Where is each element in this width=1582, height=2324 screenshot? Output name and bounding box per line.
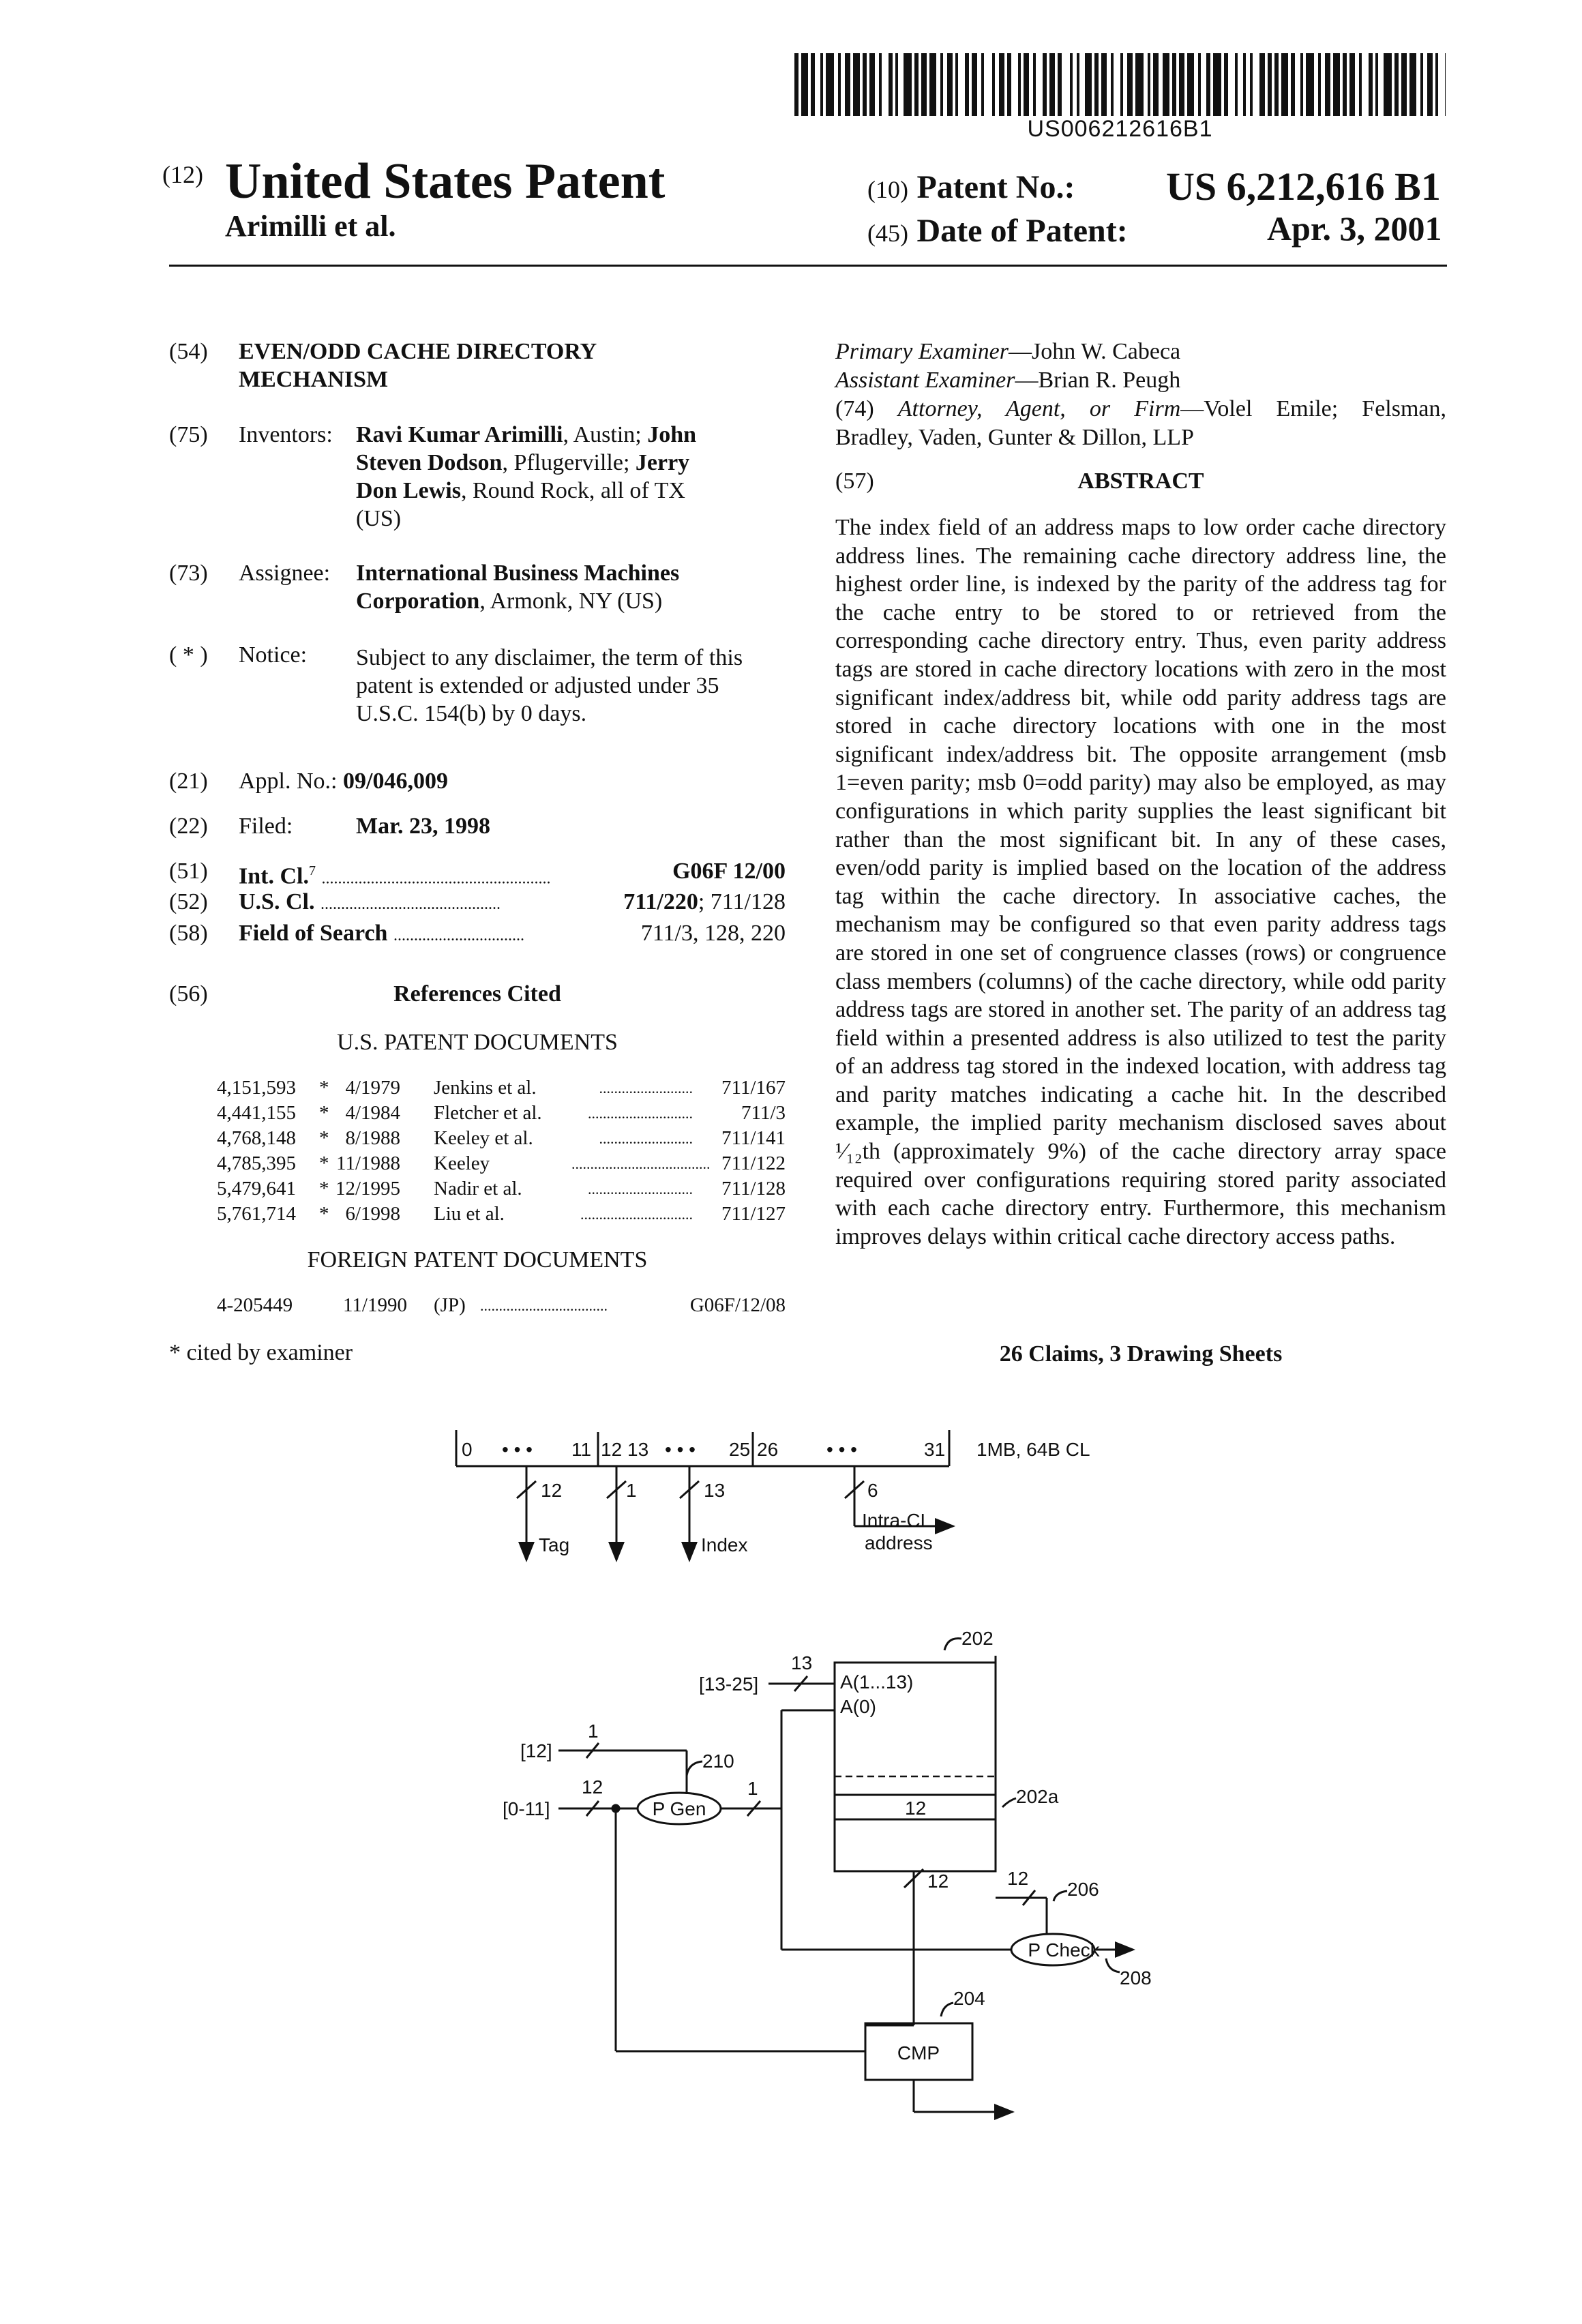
inventor-line: Don Lewis, Round Rock, all of TX bbox=[356, 478, 685, 503]
us-patent-star: * bbox=[319, 1127, 329, 1149]
inventors-label: Inventors: bbox=[239, 422, 333, 447]
us-patent-date: 11/1988 bbox=[336, 1152, 400, 1174]
addr-bit-25: 25 bbox=[729, 1439, 751, 1460]
addr-bit-12: 12 bbox=[601, 1439, 623, 1460]
primary-examiner: Primary Examiner—John W. Cabeca bbox=[835, 339, 1181, 364]
title-code: (54) bbox=[169, 339, 208, 364]
addr-ellipsis-1: • • • bbox=[502, 1439, 533, 1460]
refs-title: References Cited bbox=[393, 981, 561, 1007]
abstract-title: ABSTRACT bbox=[1077, 468, 1204, 494]
us-patent-star: * bbox=[319, 1077, 329, 1099]
us-patent-name: Fletcher et al. bbox=[434, 1102, 542, 1124]
abstract-code: (57) bbox=[835, 468, 874, 494]
assignee-code: (73) bbox=[169, 561, 208, 586]
array-entry-width: 12 bbox=[905, 1798, 927, 1819]
search-value: 711/3, 128, 220 bbox=[614, 919, 786, 947]
assignee-value: International Business Machines Corporation, Armonk, NY (US) bbox=[356, 561, 680, 614]
addr-note: 1MB, 64B CL bbox=[976, 1439, 1090, 1460]
us-patent-cls: 711/127 bbox=[721, 1203, 786, 1225]
first-inventor-short: Arimilli et al. bbox=[225, 209, 396, 243]
us-patent-num: 4,441,155 bbox=[217, 1102, 296, 1124]
us-patent-date: 4/1984 bbox=[345, 1102, 400, 1124]
index-width: 13 bbox=[704, 1480, 726, 1501]
filed-label: Filed: bbox=[239, 814, 293, 839]
addr-ellipsis-3: • • • bbox=[826, 1439, 857, 1460]
ref-202a: 202a bbox=[1016, 1786, 1059, 1807]
wire-width-12-array: 12 bbox=[927, 1871, 949, 1892]
us-patent-name: Keeley et al. bbox=[434, 1127, 533, 1149]
us-patent-name: Liu et al. bbox=[434, 1203, 505, 1225]
wire-width-12-tag: 12 bbox=[582, 1776, 603, 1798]
cmp-label: CMP bbox=[897, 2042, 940, 2064]
pcheck-label: P Check bbox=[1028, 1939, 1100, 1961]
filed-value: Mar. 23, 1998 bbox=[356, 814, 491, 839]
inventor-line: Steven Dodson, Pflugerville; Jerry bbox=[356, 450, 690, 475]
inventors-code: (75) bbox=[169, 422, 208, 447]
us-patent-date: 4/1979 bbox=[345, 1077, 400, 1099]
us-patent-num: 4,151,593 bbox=[217, 1077, 296, 1099]
ref-204: 204 bbox=[953, 1988, 985, 2009]
addr-bit-26: 26 bbox=[757, 1439, 779, 1460]
input-12: [12] bbox=[520, 1740, 552, 1761]
ref-208: 208 bbox=[1120, 1967, 1152, 1988]
us-patent-cls: 711/167 bbox=[721, 1077, 786, 1099]
leader-dots: ..................................... bbox=[571, 1155, 711, 1172]
parity-bit-width: 1 bbox=[626, 1480, 637, 1501]
invention-title-line2: MECHANISM bbox=[239, 367, 389, 392]
leader-dots: ............................ bbox=[588, 1105, 693, 1122]
search-row: Field of Search ................................ bbox=[239, 921, 524, 946]
wire-width-1-parity: 1 bbox=[588, 1720, 599, 1742]
leader-dots: .................................. bbox=[480, 1297, 608, 1314]
date-label: Date of Patent: bbox=[916, 213, 1128, 249]
array-a0-label: A(0) bbox=[840, 1696, 876, 1717]
search-code: (58) bbox=[169, 921, 208, 946]
uscl-value: 711/220; 711/128 bbox=[593, 888, 786, 916]
addr-bit-31: 31 bbox=[924, 1439, 946, 1460]
addr-bit-13: 13 bbox=[627, 1439, 649, 1460]
addr-bit-11: 11 bbox=[571, 1439, 592, 1460]
inventor-line: (US) bbox=[356, 506, 402, 531]
foreign-patent-num: 4-205449 bbox=[217, 1294, 293, 1316]
input-13-25: [13-25] bbox=[699, 1673, 759, 1695]
assignee-label: Assignee: bbox=[239, 561, 331, 586]
intra-cl-width: 6 bbox=[867, 1480, 878, 1501]
us-patent-date: 8/1988 bbox=[345, 1127, 400, 1149]
patent-number-label: Patent No.: bbox=[916, 169, 1075, 205]
addr-ellipsis-2: • • • bbox=[665, 1439, 696, 1460]
us-patent-date: 6/1998 bbox=[345, 1203, 400, 1225]
patent-number-value: US 6,212,616 B1 bbox=[1166, 164, 1441, 209]
appl-row: Appl. No.: 09/046,009 bbox=[239, 769, 448, 794]
inventor-line: Ravi Kumar Arimilli, Austin; John bbox=[356, 422, 697, 447]
patent-number-code: (10) bbox=[867, 176, 908, 203]
us-patent-star: * bbox=[319, 1203, 329, 1225]
uscl-code: (52) bbox=[169, 889, 208, 914]
ref-202: 202 bbox=[961, 1628, 994, 1649]
date-value: Apr. 3, 2001 bbox=[1267, 209, 1442, 248]
us-docs-title: U.S. PATENT DOCUMENTS bbox=[337, 1030, 618, 1055]
uscl-row: U.S. Cl. ............................................ bbox=[239, 889, 501, 914]
intra-cl-address-label: address bbox=[865, 1532, 933, 1553]
cited-by-examiner-note: * cited by examiner bbox=[169, 1340, 353, 1365]
us-patent-star: * bbox=[319, 1102, 329, 1124]
intra-cl-label: Intra-CL bbox=[862, 1510, 931, 1531]
index-label: Index bbox=[701, 1534, 748, 1555]
notice-code: ( * ) bbox=[169, 642, 208, 668]
us-patent-cls: 711/141 bbox=[721, 1127, 786, 1149]
attorney-line2: Bradley, Vaden, Gunter & Dillon, LLP bbox=[835, 425, 1194, 450]
claims-count: 26 Claims, 3 Drawing Sheets bbox=[999, 1341, 1283, 1367]
tag-label: Tag bbox=[539, 1534, 570, 1555]
us-patent-num: 5,761,714 bbox=[217, 1203, 296, 1225]
wire-width-12-pcheck: 12 bbox=[1007, 1868, 1029, 1889]
foreign-docs-title: FOREIGN PATENT DOCUMENTS bbox=[307, 1247, 648, 1272]
leader-dots: ............................ bbox=[588, 1180, 693, 1197]
foreign-patent-date: 11/1990 bbox=[343, 1294, 407, 1316]
document-number: US006212616B1 bbox=[1027, 116, 1213, 142]
foreign-patent-cls: G06F/12/08 bbox=[689, 1294, 786, 1316]
notice-label: Notice: bbox=[239, 642, 308, 668]
us-patent-star: * bbox=[319, 1178, 329, 1200]
leader-dots: ......................... bbox=[599, 1130, 693, 1147]
tag-width: 12 bbox=[541, 1480, 563, 1501]
addr-bit-0: 0 bbox=[462, 1439, 473, 1460]
invention-title-line1: EVEN/ODD CACHE DIRECTORY bbox=[239, 339, 597, 364]
kind-code-label: (12) bbox=[162, 161, 203, 188]
leader-dots: .............................. bbox=[580, 1206, 693, 1223]
appl-code: (21) bbox=[169, 769, 208, 794]
us-patent-cls: 711/128 bbox=[721, 1178, 786, 1200]
ref-210: 210 bbox=[702, 1751, 734, 1772]
intcl-row: Int. Cl.$^7$ ........................................................ bbox=[239, 863, 551, 889]
intcl-value: G06F 12/00 bbox=[651, 857, 786, 885]
refs-code: (56) bbox=[169, 981, 208, 1007]
filed-code: (22) bbox=[169, 814, 208, 839]
intcl-code: (51) bbox=[169, 859, 208, 884]
us-patent-num: 5,479,641 bbox=[217, 1178, 296, 1200]
assistant-examiner: Assistant Examiner—Brian R. Peugh bbox=[835, 368, 1181, 393]
ref-206: 206 bbox=[1067, 1879, 1099, 1900]
us-patent-name: Nadir et al. bbox=[434, 1178, 522, 1200]
leader-dots: ......................... bbox=[599, 1079, 693, 1097]
input-0-11: [0-11] bbox=[503, 1798, 550, 1819]
us-patent-star: * bbox=[319, 1152, 329, 1174]
us-patent-date: 12/1995 bbox=[335, 1178, 400, 1200]
us-patent-num: 4,768,148 bbox=[217, 1127, 296, 1149]
us-patent-name: Keeley bbox=[434, 1152, 490, 1174]
foreign-patent-country: (JP) bbox=[434, 1294, 466, 1316]
wire-width-1-pgen: 1 bbox=[747, 1778, 758, 1799]
wire-width-13: 13 bbox=[791, 1652, 813, 1673]
abstract-text: The index field of an address maps to low order cache directory address lines. The remaining cache directory address line, the highest order line, is indexed by the parity of the address tag for the cache entry to be stored to or retrieved from the corresponding cache directory entry. Thus, even parity address tags are stored in cache directory locations with zero in the most significant index/address bit, while odd parity address tags are stored in cache directory locations with one in the most significant index/address bit. The opposite arrangement (msb 1=even parity; msb 0=odd parity) may also be employed, as may configurations in which parity supplies the least significant bit rather than the most significant bit. In any of these cases, even/odd parity is implied based on the location of the address tag within the cache directory. In associative caches, the mechanism may be configured so that even parity address tags are stored in one set of congruence classes (rows) or congruence class members (columns) of the cache directory, while odd parity address tags are stored in another set. The parity of an address tag field within a presented address is also utilized to test the parity of an address tag stored in the indexed location, with address tag and parity matches indicating a cache hit. In the described example, the implied parity mechanism disclosed saves about ¹⁄₁₂th (approximately 9%) of the cache directory array space required over configurations requiring stored parity associated with each cache directory entry. Furthermore, this mechanism improves delays within critical cache directory access paths. bbox=[835, 515, 1446, 1249]
pgen-label: P Gen bbox=[652, 1798, 706, 1819]
patent-title-heading: United States Patent bbox=[225, 153, 666, 209]
array-address-label: A(1...13) bbox=[840, 1671, 914, 1693]
us-patent-cls: 711/122 bbox=[721, 1152, 786, 1174]
attorney: (74) Attorney, Agent, or Firm—Volel Emile; Felsman, bbox=[835, 396, 1447, 421]
us-patent-name: Jenkins et al. bbox=[434, 1077, 537, 1099]
notice-text: Subject to any disclaimer, the term of this patent is extended or adjusted under 35 U.S.C. 154(b) by 0 days. bbox=[356, 645, 743, 726]
us-patent-cls: 711/3 bbox=[741, 1102, 786, 1124]
us-patent-num: 4,785,395 bbox=[217, 1152, 296, 1174]
date-code: (45) bbox=[867, 220, 908, 247]
